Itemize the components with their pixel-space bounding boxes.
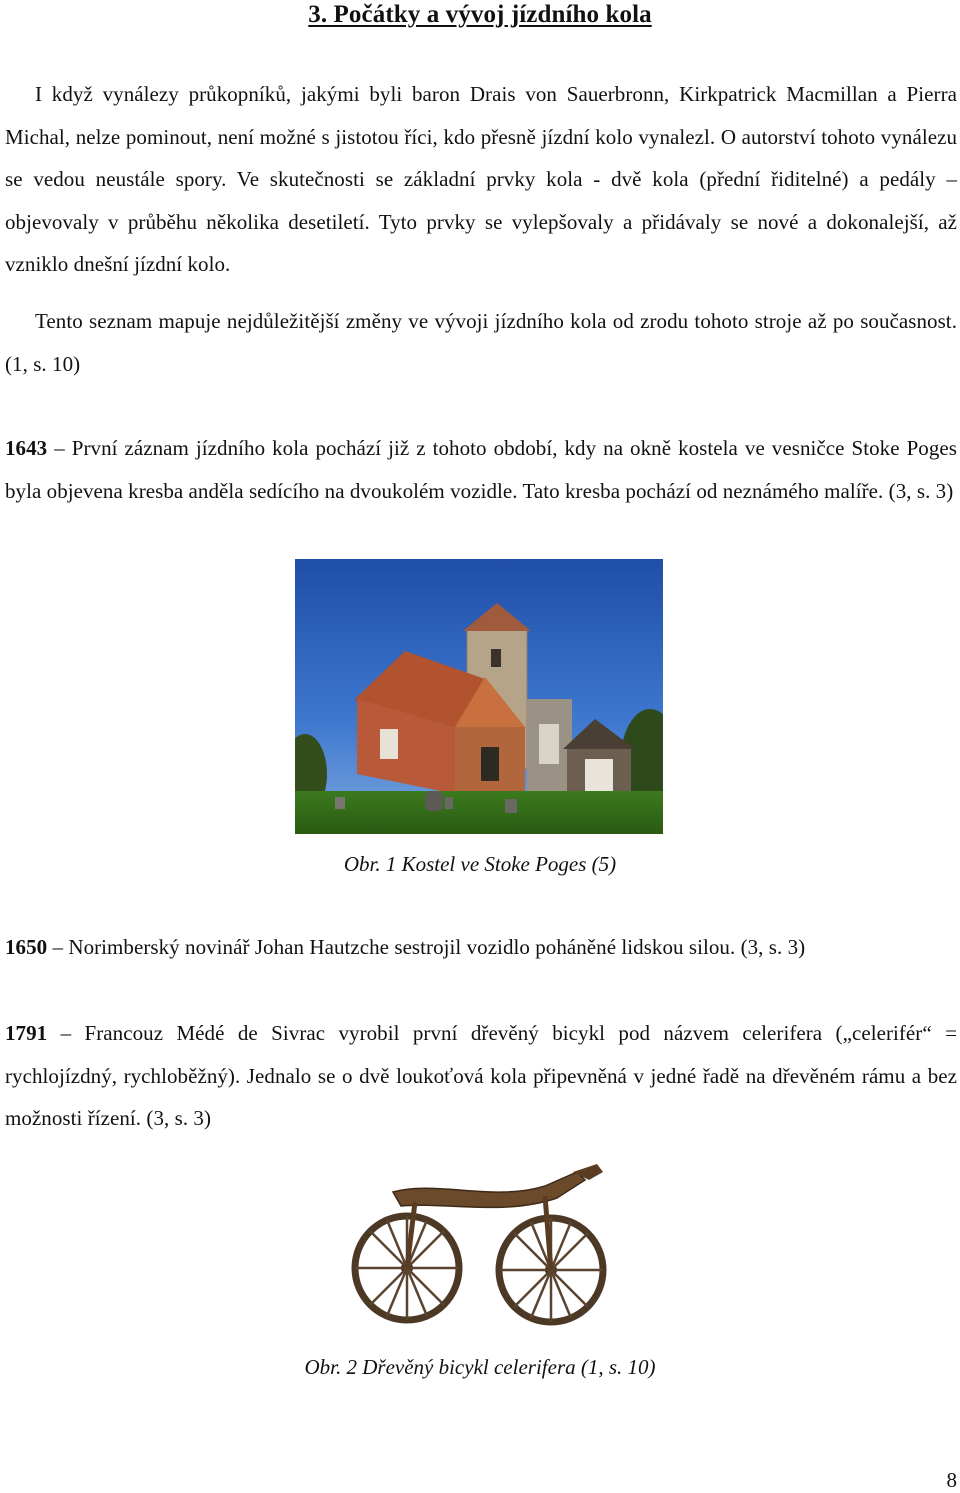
church-photo [295,559,663,834]
celerifera-illustration [345,1150,613,1342]
entry-1643 [5,427,957,512]
entry-text: – Francouz Médé de Sivrac vyrobil první dřevěný bicykl pod názvem celerifera („celerifér“ = rychlojízdný, rychloběžný). Jednalo se o dvě loukoťová kola připevněná v jedné řadě na dřevěném rámu a bez možnosti řízení. (3, s. 3) [5,1021,957,1130]
entry-year: 1643 [5,436,48,460]
celerifera-photo [345,1150,613,1342]
entry-1650 [5,926,957,969]
intro-paragraph-2: Tento seznam mapuje nejdůležitější změny ve vývoji jízdního kola od zrodu tohoto stroje až po současnost. (1, s. 10) [5,309,957,376]
celerifera-caption: Obr. 2 Dřevěný bicykl celerifera (1, s. 10) [304,1355,656,1379]
entry-text: – První záznam jízdního kola pochází již z tohoto období, kdy na okně kostela ve vesničce Stoke Poges byla objevena kresba anděla sedícího na dvoukolém vozidle. Tato kresba pochází od neznámého malíře. (3, s. 3) [5,436,957,503]
intro-paragraph-1: I když vynálezy průkopníků, jakými byli baron Drais von Sauerbronn, Kirkpatrick Macmillan a Pierra Michal, nelze pominout, není možné s jistotou říci, kdo přesně jízdní kolo vynalezl. O autorství tohoto vynálezu se vedou neustále spory. Ve skutečnosti se základní prvky kola - dvě kola (přední řiditelné) a pedály – objevovaly v průběhu několika desetiletí. Tyto prvky se vylepšovaly a přidávaly se nové a dokonalejší, až vzniklo dnešní jízdní kolo. [5,82,957,276]
chapter-title: 3. Počátky a vývoj jízdního kola [308,1,652,28]
entry-1791 [5,1012,957,1140]
entry-text: – Norimberský novinář Johan Hautzche sestrojil vozidlo poháněné lidskou silou. (3, s. 3) [47,935,806,959]
church-caption: Obr. 1 Kostel ve Stoke Poges (5) [343,852,617,876]
entry-year: 1791 [5,1021,48,1045]
church-illustration [295,559,663,834]
page-number: 8 [946,1468,957,1492]
entry-year: 1650 [5,935,48,959]
